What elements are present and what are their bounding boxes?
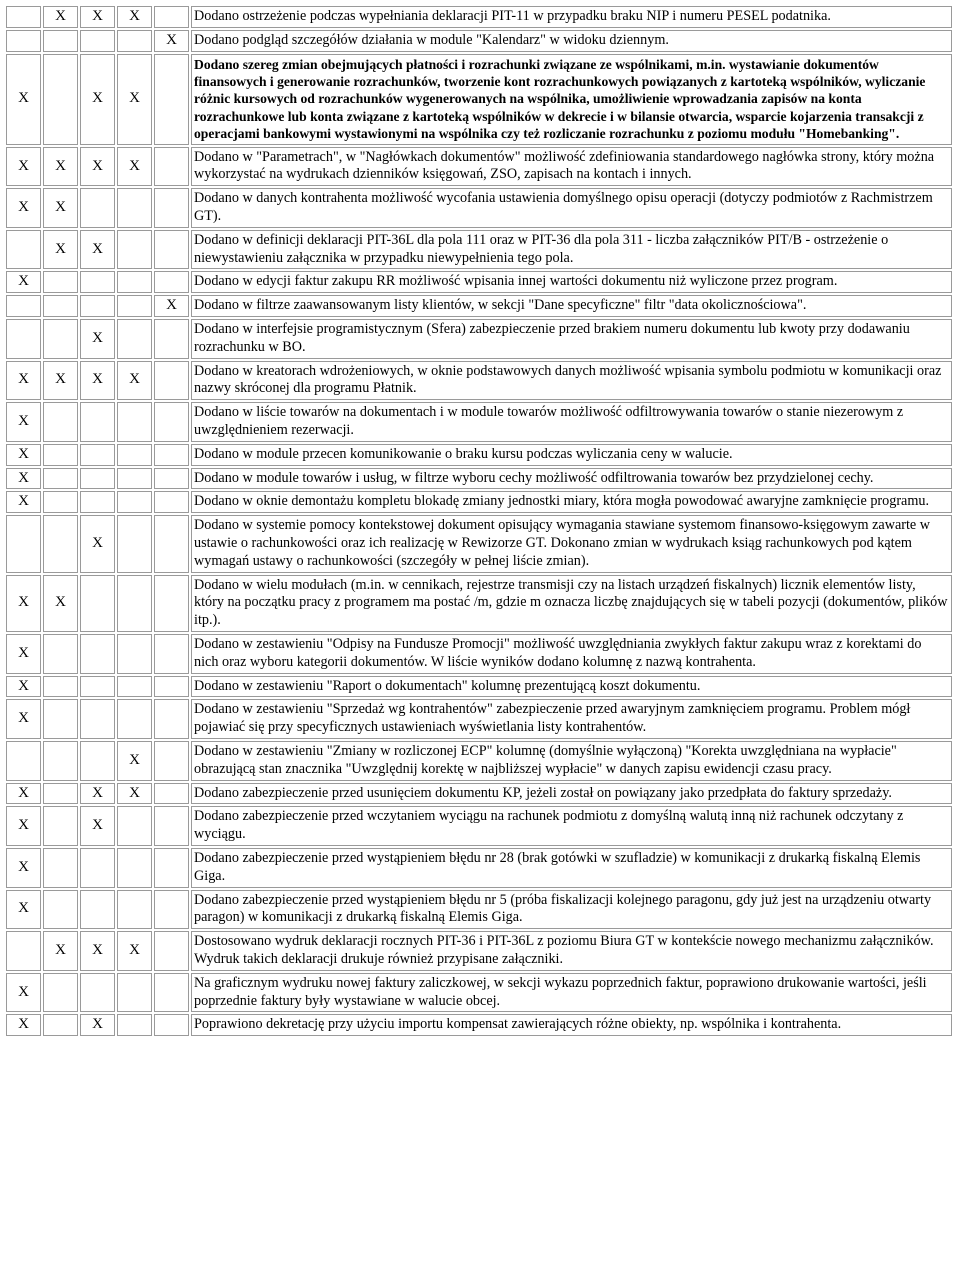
product-mark-cell: X [43,230,78,270]
product-mark-cell [154,806,189,846]
product-mark-cell [43,295,78,317]
product-mark-cell [117,973,152,1013]
product-mark-cell [117,230,152,270]
product-mark-cell: X [117,54,152,145]
product-mark-cell: X [80,230,115,270]
product-mark-cell: X [117,931,152,971]
product-mark-cell [43,699,78,739]
product-mark-cell [80,634,115,674]
product-mark-cell [80,973,115,1013]
change-description: Dodano w zestawieniu "Odpisy na Fundusze Promocji" możliwość uwzględniania zwykłych faktur zakupu wraz z korektami do nich oraz wyboru kategorii dokumentów. W liście wyników dodano kolumnę z nazwą kontrahenta. [191,634,952,674]
table-row [6,699,952,739]
table-row [6,575,952,632]
product-mark-cell [6,931,41,971]
product-mark-cell: X [117,147,152,187]
product-mark-cell [43,515,78,572]
product-mark-cell [154,468,189,490]
product-mark-cell: X [80,931,115,971]
product-mark-cell: X [6,188,41,228]
table-row [6,890,952,930]
product-mark-cell [154,973,189,1013]
product-mark-cell [80,188,115,228]
product-mark-cell [43,402,78,442]
table-row [6,973,952,1013]
product-mark-cell [154,361,189,401]
product-mark-cell [117,491,152,513]
change-description: Dodano zabezpieczenie przed wczytaniem wyciągu na rachunek podmiotu z domyślną walutą inną niż rachunek odczytany z wyciągu. [191,806,952,846]
product-mark-cell: X [6,848,41,888]
product-mark-cell [43,271,78,293]
change-description: Na graficznym wydruku nowej faktury zaliczkowej, w sekcji wykazu poprzednich faktur, poprawiono drukowanie wartości, jeśli poprzednie faktury były wystawiane w walucie obcej. [191,973,952,1013]
change-description: Dodano w definicji deklaracji PIT-36L dla pola 111 oraz w PIT-36 dla pola 311 - liczba załączników PIT/B - ostrzeżenie o niewystawieniu załącznika w przypadku niewypełnienia tego pola. [191,230,952,270]
product-mark-cell [154,54,189,145]
product-mark-cell [154,575,189,632]
product-mark-cell: X [6,468,41,490]
product-mark-cell [117,402,152,442]
product-mark-cell [43,319,78,359]
product-mark-cell: X [43,361,78,401]
product-mark-cell: X [43,147,78,187]
product-mark-cell [117,468,152,490]
product-mark-cell [43,741,78,781]
product-mark-cell: X [6,973,41,1013]
change-description: Dodano w kreatorach wdrożeniowych, w oknie podstawowych danych możliwość wpisania symbolu podmiotu w komunikacji oraz nazwy skróconej dla programu Płatnik. [191,361,952,401]
product-mark-cell [117,515,152,572]
product-mark-cell [117,295,152,317]
product-mark-cell: X [80,6,115,28]
product-mark-cell [43,1014,78,1036]
product-mark-cell: X [80,147,115,187]
product-mark-cell [43,468,78,490]
product-mark-cell: X [43,575,78,632]
product-mark-cell [6,30,41,52]
change-description: Dodano w danych kontrahenta możliwość wycofania ustawienia domyślnego opisu operacji (dotyczy podmiotów z Rachmistrzem GT). [191,188,952,228]
change-description: Dodano w wielu modułach (m.in. w cennikach, rejestrze transmisji czy na listach urządzeń fiskalnych) licznik elementów listy, który na początku pracy z programem ma postać /m, gdzie m oznacza liczbę znajdujących się w tabeli pozycji (dokumentów, plików itp.). [191,575,952,632]
change-description: Dodano w module przecen komunikowanie o braku kursu podczas wyliczania ceny w walucie. [191,444,952,466]
product-mark-cell [117,444,152,466]
product-mark-cell [43,973,78,1013]
table-row [6,806,952,846]
product-mark-cell [117,30,152,52]
product-mark-cell [80,468,115,490]
product-mark-cell [154,890,189,930]
table-row [6,848,952,888]
table-row [6,361,952,401]
product-mark-cell: X [80,361,115,401]
product-mark-cell: X [6,1014,41,1036]
product-mark-cell [117,806,152,846]
table-row [6,491,952,513]
product-mark-cell [117,676,152,698]
product-mark-cell: X [80,806,115,846]
table-row [6,147,952,187]
product-mark-cell [43,30,78,52]
product-mark-cell [43,890,78,930]
product-mark-cell [154,634,189,674]
table-row [6,634,952,674]
product-mark-cell [154,848,189,888]
table-row [6,741,952,781]
change-description: Dodano zabezpieczenie przed wystąpieniem błędu nr 28 (brak gotówki w szufladzie) w komunikacji z drukarką fiskalną Elemis Giga. [191,848,952,888]
product-mark-cell: X [117,361,152,401]
change-description: Dodano w zestawieniu "Zmiany w rozliczonej ECP" kolumnę (domyślnie wyłączoną) "Korekta uwzględniana na wypłacie" obrazującą stan znacznika "Uwzględnij korektę w najbliższej wypłacie" w danych zapisu ewidencji czasu pracy. [191,741,952,781]
table-row [6,295,952,317]
product-mark-cell [6,741,41,781]
change-description: Dodano w "Parametrach", w "Nagłówkach dokumentów" możliwość zdefiniowania standardowego nagłówka strony, który można wykorzystać na wydrukach dzienników księgowań, ZSO, zapisach na kontach i innych. [191,147,952,187]
product-mark-cell: X [117,741,152,781]
product-mark-cell [154,699,189,739]
product-mark-cell [80,402,115,442]
product-mark-cell [154,230,189,270]
product-mark-cell [117,699,152,739]
product-mark-cell: X [6,147,41,187]
product-mark-cell [154,1014,189,1036]
change-description: Dodano w oknie demontażu kompletu blokadę zmiany jednostki miary, która mogła powodować awaryjne zamknięcie programu. [191,491,952,513]
change-description: Dodano w filtrze zaawansowanym listy klientów, w sekcji "Dane specyficzne" filtr "data okolicznościowa". [191,295,952,317]
product-mark-cell [6,6,41,28]
change-description: Poprawiono dekretację przy użyciu importu kompensat zawierających różne obiekty, np. wspólnika i kontrahenta. [191,1014,952,1036]
table-row [6,1014,952,1036]
product-mark-cell [117,188,152,228]
product-mark-cell: X [6,444,41,466]
table-row [6,271,952,293]
product-mark-cell [43,491,78,513]
product-mark-cell [154,319,189,359]
product-mark-cell [117,319,152,359]
table-row [6,54,952,145]
product-mark-cell: X [154,295,189,317]
table-row [6,468,952,490]
table-row [6,515,952,572]
product-mark-cell [117,848,152,888]
product-mark-cell: X [43,188,78,228]
product-mark-cell: X [154,30,189,52]
product-mark-cell: X [80,1014,115,1036]
product-mark-cell [80,30,115,52]
table-row [6,783,952,805]
product-mark-cell [43,806,78,846]
change-description: Dodano zabezpieczenie przed wystąpieniem błędu nr 5 (próba fiskalizacji kolejnego paragonu, gdy już jest na urządzeniu otwarty paragon) w komunikacji z drukarką fiskalną Elemis Giga. [191,890,952,930]
change-description: Dodano w systemie pomocy kontekstowej dokument opisujący wymagania stawiane systemom finansowo-księgowym zawarte w ustawie o rachunkowości oraz ich realizację w Rewizorze GT. Dokonano zmian w wydrukach ksiąg rachunkowych pod kątem wymagań ustawy o rachunkowości (szczegóły w pełnej liście zmian). [191,515,952,572]
changelog-table [4,4,954,1038]
product-mark-cell [154,402,189,442]
product-mark-cell [117,271,152,293]
product-mark-cell [6,515,41,572]
product-mark-cell: X [80,319,115,359]
product-mark-cell: X [6,491,41,513]
product-mark-cell [117,890,152,930]
product-mark-cell [80,491,115,513]
product-mark-cell [6,230,41,270]
product-mark-cell: X [43,931,78,971]
product-mark-cell [80,741,115,781]
product-mark-cell [117,1014,152,1036]
change-description: Dodano podgląd szczegółów działania w module "Kalendarz" w widoku dziennym. [191,30,952,52]
product-mark-cell [43,783,78,805]
product-mark-cell [80,699,115,739]
product-mark-cell [154,491,189,513]
table-row [6,676,952,698]
product-mark-cell: X [43,6,78,28]
product-mark-cell: X [6,676,41,698]
product-mark-cell [80,575,115,632]
product-mark-cell: X [80,54,115,145]
product-mark-cell [154,444,189,466]
product-mark-cell: X [6,402,41,442]
product-mark-cell [117,634,152,674]
product-mark-cell: X [80,515,115,572]
change-description: Dodano zabezpieczenie przed usunięciem dokumentu KP, jeżeli został on powiązany jako przedpłata do faktury sprzedaży. [191,783,952,805]
table-row [6,188,952,228]
product-mark-cell [43,634,78,674]
product-mark-cell: X [6,890,41,930]
product-mark-cell [43,54,78,145]
product-mark-cell [117,575,152,632]
change-description: Dodano w zestawieniu "Raport o dokumentach" kolumnę prezentującą koszt dokumentu. [191,676,952,698]
product-mark-cell [154,783,189,805]
table-row [6,931,952,971]
product-mark-cell [80,676,115,698]
table-row [6,444,952,466]
product-mark-cell: X [6,361,41,401]
table-row [6,230,952,270]
change-description: Dodano w edycji faktur zakupu RR możliwość wpisania innej wartości dokumentu niż wyliczone przez program. [191,271,952,293]
product-mark-cell [154,6,189,28]
change-description: Dostosowano wydruk deklaracji rocznych PIT-36 i PIT-36L z poziomu Biura GT w kontekście nowego mechanizmu załączników. Wydruk takich deklaracji drukuje również przypisane załączniki. [191,931,952,971]
product-mark-cell [6,319,41,359]
change-description: Dodano szereg zmian obejmujących płatności i rozrachunki związane ze wspólnikami, m.in. wystawianie dokumentów finansowych i generowanie rozrachunków, tworzenie kont rozrachunkowych powiązanych z kartoteką wspólników, wyliczanie różnic kursowych od rozrachunków wygenerowanych na wspólnika, umożliwienie wprowadzania zapisów na konta rozrachunkowe lub konta związane z kartoteką wspólników w dekrecie i w bilansie otwarcia, wsparcie kojarzenia transakcji z operacjami bankowymi wystawionymi na wspólnika czy też rozliczanie rozrachunku z poziomu modułu "Homebanking". [191,54,952,145]
product-mark-cell: X [6,699,41,739]
product-mark-cell [80,890,115,930]
product-mark-cell [154,741,189,781]
change-description: Dodano w liście towarów na dokumentach i w module towarów możliwość odfiltrowywania towarów o stanie niezerowym z uwzględnieniem rezerwacji. [191,402,952,442]
change-description: Dodano ostrzeżenie podczas wypełniania deklaracji PIT-11 w przypadku braku NIP i numeru PESEL podatnika. [191,6,952,28]
table-row [6,402,952,442]
product-mark-cell: X [6,783,41,805]
product-mark-cell [154,515,189,572]
product-mark-cell [43,444,78,466]
product-mark-cell: X [6,575,41,632]
product-mark-cell: X [80,783,115,805]
product-mark-cell: X [6,806,41,846]
product-mark-cell: X [6,634,41,674]
product-mark-cell [80,848,115,888]
product-mark-cell: X [6,54,41,145]
product-mark-cell: X [117,6,152,28]
product-mark-cell: X [6,271,41,293]
product-mark-cell [80,444,115,466]
change-description: Dodano w interfejsie programistycznym (Sfera) zabezpieczenie przed brakiem numeru dokumentu lub kwoty przy dodawaniu rozrachunku w BO. [191,319,952,359]
product-mark-cell [154,271,189,293]
change-description: Dodano w zestawieniu "Sprzedaż wg kontrahentów" zabezpieczenie przed awaryjnym zamknięciem programu. Problem mógł pojawiać się przy specyficznych ustawieniach wyświetlania listy kontrahentów. [191,699,952,739]
table-row [6,6,952,28]
changelog-rows [6,6,952,1036]
product-mark-cell [6,295,41,317]
product-mark-cell [154,676,189,698]
change-description: Dodano w module towarów i usług, w filtrze wyboru cechy możliwość odfiltrowania towarów bez przydzielonej cechy. [191,468,952,490]
product-mark-cell [43,848,78,888]
product-mark-cell [154,931,189,971]
table-row [6,319,952,359]
product-mark-cell [80,271,115,293]
product-mark-cell: X [117,783,152,805]
product-mark-cell [80,295,115,317]
product-mark-cell [154,147,189,187]
table-row [6,30,952,52]
product-mark-cell [43,676,78,698]
product-mark-cell [154,188,189,228]
